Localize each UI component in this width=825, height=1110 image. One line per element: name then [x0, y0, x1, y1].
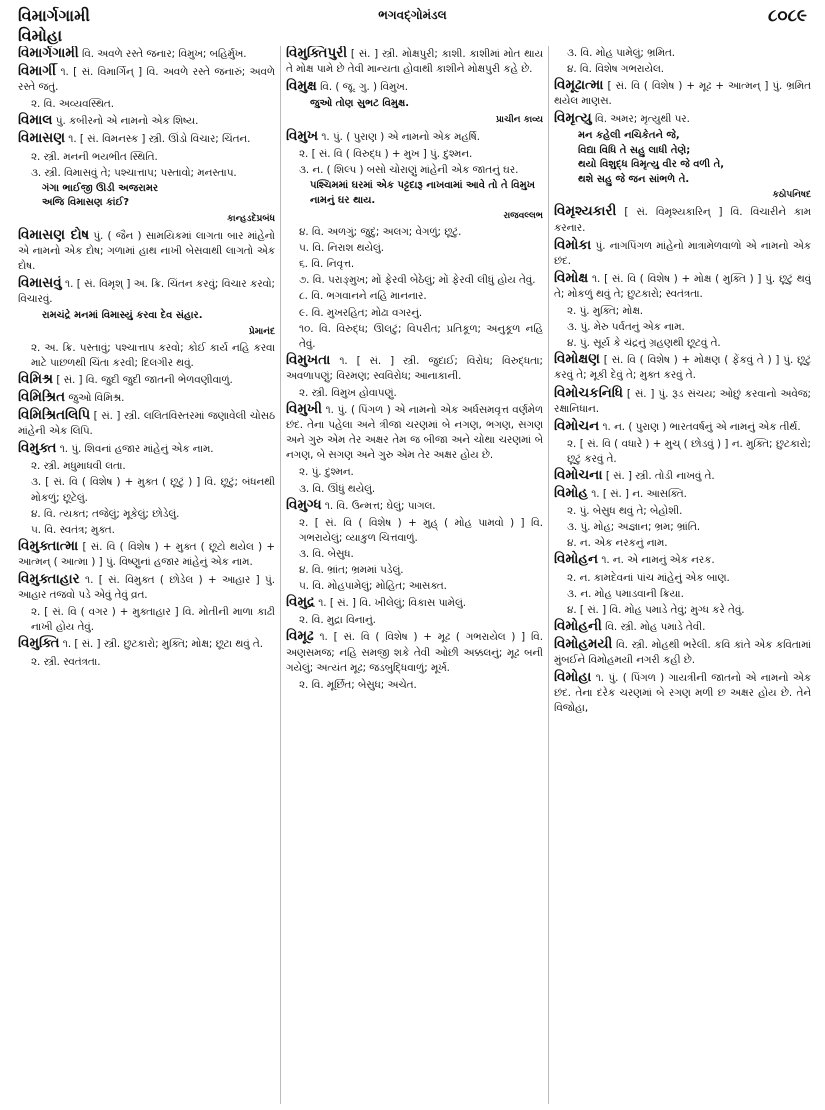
entry-sense: ૨. પું. બેસુધ થવું તે; બેહોશી.: [567, 505, 683, 518]
dictionary-columns: [18, 46, 810, 1104]
dictionary-entry: [18, 390, 275, 406]
entry-headword: વિમુખી: [286, 401, 322, 418]
entry-headword: વિમિશ્રિતલિપિ: [18, 407, 91, 424]
entry-sense: ૨. [ સં. વિ ( વધારે ) + મુચ્ ( છોડવું ) ] ન. મુક્તિ; છુટકારો; છૂટું કરવું તે.: [567, 437, 811, 465]
entry-sense: ૨. વિ. મુદ્રા વિનાનું.: [299, 614, 376, 627]
entry-definition: ૧. પું. ( પિંગળ ) એ નામનો એક અર્ધસમવૃત્ત વર્ણમેળ છંદ. તેના પહેલા અને ત્રીજા ચરણમાં બે નગણ, ભગણ, સગણ અને ગુરુ એમ તેર અક્ષર તેમ જ બીજા અને ચોથા ચરણમાં બે નગણ, બે સગણ અને ગુરુ એમ તેર અક્ષર હોય છે.: [286, 404, 543, 462]
citation-quote: ગંગા ભાઈજી ઊડી અજરામર અજિ વિમાસણ કાંઈ?: [42, 182, 159, 209]
dictionary-entry: [286, 402, 543, 463]
entry-sense: ૪. વિ. ભ્રાંત; ભ્રમમાં પડેલું.: [299, 564, 404, 577]
citation-quote: રામચંદ્રે મનમાં વિમાસ્યું કરવા દેવ સંહાર.: [42, 310, 203, 322]
entry-headword: વિમૃશ્યકારી: [554, 203, 617, 220]
dictionary-entry: [286, 79, 543, 95]
entry-headword: વિમાર્ગગામી: [18, 46, 79, 61]
dictionary-entry: [286, 595, 543, 611]
dictionary-entry: [18, 228, 275, 274]
dictionary-entry: [18, 572, 275, 603]
entry-headword: વિમુદ્ર: [286, 594, 315, 611]
entry-headword: વિમોહની: [554, 617, 602, 634]
entry-headword: વિમોહ: [554, 485, 588, 502]
entry-sense: ૫. વિ. નિરાશ થયેલું.: [299, 242, 385, 255]
entry-headword: વિમુક્ષ: [286, 78, 317, 95]
entry-sense: ૭. વિ. પરાઙ્મુખ; મોં ફેરવી બેઠેલું; મોં ફેરવી લીધું હોય તેવું.: [299, 274, 536, 287]
entry-definition: ૧. [ સં. ] સ્ત્રી. જુદાઈ; વિરોધ; વિરુદ્ધતા; અવળાપણું; વિરમણ; સ્વવિરોધ; આનાકાની.: [286, 354, 543, 382]
dictionary-entry: [286, 129, 543, 145]
entry-sense: ૨. [ સં. વિ ( વિશેષ ) + મુહ્ ( મોહ પામવો ) ] વિ. ગભરાયેલું; વ્યાકુળ ચિત્તવાળું.: [299, 516, 543, 544]
entry-sense: ૨. [ સં. વિ ( વગર ) + મુક્તાહાર ] વિ. મોતીની માળા કાઢી નાખી હોય તેવું.: [31, 606, 275, 634]
entry-sense: ૩. વિ. ઊંધું થયેલું.: [299, 482, 376, 495]
entry-headword: વિમોક્ષ: [554, 269, 589, 286]
citation-quote: મન કહેલી નચિકેતને જે, વિદ્યા વિધિ તે સહુ લાધી તેણે; થયો વિશુદ્ધ વિમૃત્યુ વીર જે વળી તે, થશે સહુ જે જન સાંભળે તે.: [578, 130, 724, 185]
dictionary-entry: [286, 498, 543, 514]
dictionary-entry: [554, 619, 811, 635]
citation-source: કઠોપનિષદ: [772, 190, 811, 201]
entry-headword: વિમિશ્રિત: [18, 389, 66, 405]
entry-sense: ૨. સ્ત્રી. મધુમાધવી લતા.: [31, 460, 126, 473]
citation-source: પ્રાચીન કાવ્ય: [495, 114, 543, 125]
entry-definition: પું. નાગપિંગળ માંહેનો માત્રામેળવાળો એ નામનો એક છંદ.: [554, 239, 811, 267]
entry-sense: ૪. [ સં. ] વિ. મોહ પમાડે તેવું; મુગ્ધ કરે તેવું.: [567, 603, 745, 616]
entry-headword: વિમોહા: [554, 669, 592, 686]
entry-headword: વિમાસણ દોષ: [18, 226, 90, 243]
entry-headword: વિમિશ્ર: [18, 370, 54, 387]
entry-definition: જુઓ વિમિશ્ર.: [68, 392, 125, 404]
dictionary-entry: [554, 204, 811, 235]
entry-sense: ૨. [ સં. વિ ( વિરુદ્ધ ) + મુખ ] પું. દુશ્મન.: [299, 147, 473, 160]
entry-definition: વિ. સ્ત્રી. મોહથી ભરેલી. કવિ કાંતે એક કવિતામાં મુંબઈને વિમોહમયી નગરી કહી છે.: [554, 638, 811, 666]
dictionary-entry: [18, 113, 275, 129]
entry-sense: ૪. વિ. અળગું; જુદું; અલગ; વેગળું; છૂટું.: [299, 226, 462, 239]
entry-sense: ૫. વિ. સ્વતંત્ર; મુક્ત.: [31, 523, 115, 536]
citation-source: કાન્હડદેપ્રબંધ: [227, 213, 275, 224]
entry-sense: ૩. ન. ( શિલ્પ ) બસો ચોરાણું માંહેની એક જાતનું ઘર.: [299, 163, 519, 176]
entry-sense: ૩. વિ. મોહ પામેલું; ભ્રમિત.: [567, 47, 676, 59]
entry-definition: ૧. ન. ( પુરાણ ) ભારતવર્ષનું એ નામનું એક તીર્થ.: [602, 420, 801, 433]
citation-quote: જુઓ તોણ સુભટ વિમુક્ષ.: [310, 98, 410, 110]
dictionary-entry: [554, 111, 811, 127]
entry-sense: ૪. વિ. ત્યક્ત; તજેલું; મૂકેલું; છોડેલું.: [31, 507, 180, 520]
entry-headword: વિમુક્તિપુરી: [286, 46, 348, 61]
entry-definition: ૧. [ સં. વિમનસ્ક ] સ્ત્રી. ઊંડો વિચાર; ચિંતન.: [68, 133, 251, 146]
guide-word-last: વિમોહા: [18, 26, 63, 45]
dictionary-entry: [554, 486, 811, 502]
citation-source: પ્રેમાનંદ: [248, 326, 275, 337]
entry-sense: ૬. વિ. નિવૃત્ત.: [299, 258, 355, 271]
entry-headword: વિમૃત્યુ: [554, 110, 592, 127]
entry-sense: ૪. પું. સૂર્ય કે ચંદ્રનું ગ્રહણથી છૂટવું તે.: [567, 337, 721, 350]
entry-headword: વિમોહમયી: [554, 635, 613, 652]
entry-sense: ૨. વિ. અવ્યવસ્થિત.: [31, 98, 114, 111]
dictionary-entry: [286, 629, 543, 675]
entry-definition: [ સં. ] વિ. જુદી જુદી જાતની ભેળવણીવાળું.: [56, 373, 233, 386]
entry-headword: વિમાસવું: [18, 275, 62, 292]
entry-definition: ૧. [ સં. વિ ( વિશેષ ) + મૂઢ ( ગભરાયેલ ) ] વિ. અણસમજ; નહિ સમજી શકે તેવી ઓછી અક્કલનું; મૂઢ બની ગયેલું; અત્યંત મૂઢ; જડબુદ્ધિવાળું; મૂર્ખ.: [286, 631, 543, 674]
dictionary-entry: [286, 353, 543, 384]
column-divider: [548, 46, 549, 1104]
column-3: [554, 46, 811, 1104]
entry-definition: ૧. [ સં. વિમુક્ત ( છોડેલ ) + આહાર ] પું. આહાર તજવો પડે એવું તેવું વ્રત.: [18, 574, 275, 602]
entry-definition: ૧. ન. એ નામનું એક નરક.: [601, 554, 715, 567]
entry-definition: વિ. અમર; મૃત્યુથી પર.: [594, 113, 690, 126]
entry-headword: વિમુક્તાહાર: [18, 571, 80, 588]
entry-headword: વિમુક્ત: [18, 440, 57, 457]
entry-definition: [ સં. ] પું. રૂડ સંચય; ઓછું કરવાનો અવેજ; રક્ષાનિધાન.: [554, 387, 811, 415]
entry-sense: ૩. સ્ત્રી. વિમાસવું તે; પશ્ચાત્તાપ; પસ્તાવો; મનસ્તાપ.: [31, 166, 237, 179]
dictionary-entry: [554, 271, 811, 302]
entry-sense: ૩. પું. મેરુ પર્વતનું એક નામ.: [567, 321, 685, 334]
column-2: [286, 46, 543, 1104]
entry-definition: ૧. પું. ( પુરાણ ) એ નામનો એક મહર્ષિ.: [321, 130, 481, 143]
entry-definition: [ સં. ] સ્ત્રી. તોડી નાખવું તે.: [605, 469, 715, 482]
dictionary-entry: [554, 419, 811, 435]
citation-source: રાજવલ્લભ: [503, 211, 543, 222]
entry-headword: વિમોચકનિધિ: [554, 384, 623, 401]
page-number: ૮૦૮૯: [768, 6, 807, 26]
entry-headword: વિમુગ્ધ: [286, 496, 322, 513]
entry-sense: ૨. પું. મુક્તિ; મોક્ષ.: [567, 305, 644, 318]
dictionary-entry: [554, 552, 811, 568]
dictionary-entry: [18, 131, 275, 147]
entry-definition: [ સં. વિ ( વિશેષ ) + મુક્ત ( છૂટો થયેલ ) + આત્મન્ ( આત્મા ) ] પું. વિષ્ણુનાં હજાર માંહેનું એક નામ.: [18, 540, 275, 568]
entry-sense: ૨. વિ. મૂર્છિત; બેસુધ; અચેત.: [299, 678, 417, 691]
entry-sense: ૩. [ સં. વિ ( વિશેષ ) + મુક્ત ( છૂટું ) ] વિ. છૂટું; બંધનથી મોકળું; છૂટેલું.: [31, 476, 275, 504]
entry-headword: વિમુખ: [286, 127, 319, 144]
entry-sense: ૮. વિ. ભગવાનને નહિ માનનાર.: [299, 290, 427, 303]
dictionary-entry: [554, 670, 811, 716]
page-header: [18, 6, 807, 50]
entry-headword: વિમોચન: [554, 417, 600, 434]
entry-sense: ૨. અ. ક્રિ. પસ્તાવું; પશ્ચાત્તાપ કરવો; કોઈ કાર્ય નહિ કરવા માટે પાછળથી ચિંતા કરવી; દિલગીર થવું.: [31, 341, 275, 369]
dictionary-entry: [18, 636, 275, 652]
entry-sense: ૫. વિ. મોહપામેલું; મોહિત; આસક્ત.: [299, 580, 447, 593]
entry-headword: વિમુક્તિ: [18, 635, 60, 652]
entry-headword: વિમોક્ષણ: [554, 351, 600, 368]
running-title: ભગવદ્ગોમંડલ: [378, 8, 447, 22]
entry-sense: ૪. ન. એક નરકનું નામ.: [567, 537, 668, 550]
entry-headword: વિમોચના: [554, 466, 603, 483]
entry-definition: પું. ( જૈન ) સામયિકમાં લાગતા બાર માંહેનો એ નામનો એક દોષ; ગળામાં હાથ નાખી બેસવાથી લાગતો એક દોષ.: [18, 229, 275, 272]
dictionary-entry: [18, 46, 275, 62]
dictionary-entry: [18, 276, 275, 307]
entry-sense: ૨. ન. કામદેવનાં પાંચ માંહેનું એક બાણ.: [567, 571, 730, 584]
dictionary-entry: [554, 468, 811, 484]
entry-headword: વિમાલ: [18, 112, 53, 129]
entry-definition: ૧. [ સં. ] ન. આસક્તિ.: [591, 488, 687, 501]
dictionary-entry: [554, 352, 811, 383]
entry-headword: વિમુખતા: [286, 351, 331, 368]
entry-definition: [ સં. વિમૃશ્યકારિન્ ] વિ. વિચારીને કામ કરનાર.: [554, 206, 811, 234]
dictionary-entry: [18, 372, 275, 388]
entry-sense: ૨. સ્ત્રી. સ્વતંત્રતા.: [31, 655, 101, 668]
entry-definition: ૧. [ સં. વિમાર્ગિન્ ] વિ. અવળે રસ્તે જનારું; અવળે રસ્તે જતું.: [18, 66, 275, 94]
entry-definition: ૧. [ સં. ] સ્ત્રી. છુટકારો; મુક્તિ; મોક્ષ; છૂટા થવું તે.: [62, 638, 264, 651]
entry-headword: વિમોકા: [554, 236, 592, 253]
dictionary-entry: [18, 64, 275, 95]
entry-definition: વિ. સ્ત્રી. મોહ પમાડે તેવી.: [605, 620, 706, 633]
entry-sense: ૨. પું. દુશ્મન.: [299, 466, 354, 479]
entry-definition: [ સં. વિ ( વિશેષ ) + મૂઢ + આત્મન્ ] પું. ભ્રમિત થયેલ માણસ.: [554, 80, 811, 108]
dictionary-entry: [554, 386, 811, 417]
entry-headword: વિમાર્ગી: [18, 63, 57, 80]
entry-definition: ૧. [ સં. ] વિ. ખીલેલું; વિકાસ પામેલું.: [318, 597, 467, 610]
guide-word-first: વિમાર્ગગામી: [18, 6, 90, 25]
entry-headword: વિમૂઢાત્મા: [554, 77, 604, 94]
entry-headword: વિમુક્તાત્મા: [18, 537, 79, 554]
dictionary-entry: [554, 238, 811, 269]
entry-definition: પું. કબીરનો એ નામનો એક શિષ્ય.: [55, 115, 199, 128]
entry-definition: ૧. વિ. ઉન્મત્ત; ઘેલું; પાગલ.: [324, 499, 436, 512]
entry-definition: ૧. [ સં. વિમૃશ્ ] અ. ક્રિ. ચિંતન કરવું; વિચાર કરવો; વિચારવું.: [18, 278, 275, 306]
entry-sense: ૪. વિ. વિશેષ ગભરાયેલ.: [567, 63, 665, 76]
entry-sense: ૨. સ્ત્રી. વિમુખ હોવાપણું.: [299, 387, 397, 399]
column-divider: [280, 46, 281, 1104]
column-1: [18, 46, 275, 1104]
dictionary-entry: [286, 46, 543, 77]
entry-headword: વિમાસણ: [18, 130, 66, 147]
entry-definition: [ સં. ] સ્ત્રી. લલિતવિસ્તરમાં જણાવેલી ચોસઠ માંહેની એક લિપિ.: [18, 410, 275, 438]
entry-sense: ૩. ન. મોહ પમાડવાની ક્રિયા.: [567, 587, 684, 600]
entry-definition: [ સં. વિ ( વિશેષ ) + મોક્ષણ ( ફેંકવું તે ) ] પું. છૂટું કરવું તે; મૂકી દેવું તે; મુક્ત કરવું તે.: [554, 354, 811, 382]
dictionary-entry: [18, 408, 275, 439]
entry-sense: ૩. પું. મોહ; અજ્ઞાન; ભ્રમ; ભ્રાંતિ.: [567, 521, 701, 534]
dictionary-entry: [554, 78, 811, 109]
entry-definition: વિ. અવળે રસ્તે જનાર; વિમુખ; બહિર્મુખ.: [82, 48, 247, 60]
entry-definition: ૧. [ સં. વિ ( વિશેષ ) + મોક્ષ ( મુક્તિ ) ] પું. છૂટું થવું તે; મોકળું થવું તે; છુટકારો; સ્વતંત્રતા.: [554, 272, 811, 300]
entry-definition: ૧. પું. શિવનાં હજાર માંહેનું એક નામ.: [59, 443, 214, 456]
entry-headword: વિમોહન: [554, 551, 599, 568]
dictionary-entry: [18, 539, 275, 570]
entry-sense: ૨. સ્ત્રી. મનની ભયભીત સ્થિતિ.: [31, 150, 158, 163]
citation-quote: પશ્ચિમમાં ઘરમાં એક પટ્ટદારૂ નાખવામાં આવે તો તે વિમુખ નામનું ઘર થાય.: [310, 180, 535, 206]
entry-sense: ૩. વિ. બેસુધ.: [299, 547, 354, 560]
entry-sense: ૯. વિ. મુખરહિત; મોઢા વગરનું.: [299, 306, 423, 319]
dictionary-entry: [18, 441, 275, 457]
entry-definition: ૧. પું. ( પિંગળ ) ગાયત્રીની જાતનો એ નામનો એક છંદ. તેના દરેક ચરણમાં બે રગણ મળી છ અક્ષર હોય છે. તેને વિજોહા,: [554, 672, 811, 715]
dictionary-entry: [554, 637, 811, 668]
entry-headword: વિમૂઢ: [286, 628, 314, 645]
entry-sense: ૧૦. વિ. વિરુદ્ધ; ઊલટું; વિપરીત; પ્રતિકૂળ; અનુકૂળ નહિ તેવું.: [299, 322, 543, 350]
entry-definition: [ સં. ] સ્ત્રી. મોક્ષપુરી; કાશી. કાશીમાં મોત થાય તે મોક્ષ પામે છે તેવી માન્યતા હોવાથી કાશીને મોક્ષપુરી કહે છે.: [286, 48, 543, 76]
entry-definition: વિ. ( જૂ. ગુ. ) વિમુખ.: [320, 81, 409, 94]
